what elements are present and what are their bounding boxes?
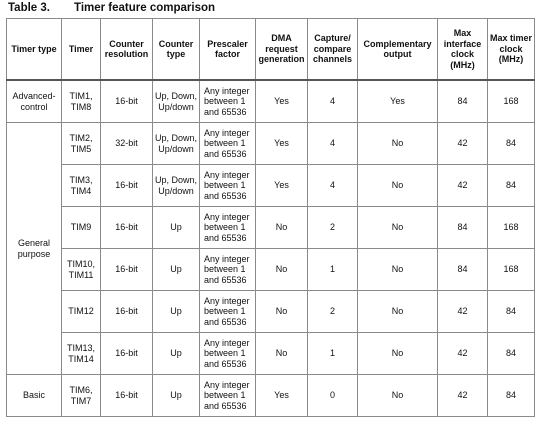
header-counter-type: Counter type	[153, 19, 200, 81]
table-title: Timer feature comparison	[74, 2, 216, 14]
counter-resolution-cell: 16-bit	[101, 249, 153, 291]
complementary-output-cell: No	[358, 207, 438, 249]
timer-cell: TIM13, TIM14	[62, 333, 101, 375]
header-max-interface-clock: Max interface clock (MHz)	[438, 19, 488, 81]
timer-cell: TIM1, TIM8	[62, 80, 101, 123]
prescaler-factor-cell: Any integer between 1 and 65536	[200, 249, 256, 291]
dma-request-cell: Yes	[256, 80, 308, 123]
counter-resolution-cell: 16-bit	[101, 291, 153, 333]
max-timer-clock-cell: 168	[488, 249, 535, 291]
prescaler-factor-cell: Any integer between 1 and 65536	[200, 333, 256, 375]
counter-type-cell: Up	[153, 207, 200, 249]
table-row	[7, 207, 535, 249]
prescaler-factor-cell: Any integer between 1 and 65536	[200, 80, 256, 123]
max-interface-clock-cell: 84	[438, 207, 488, 249]
complementary-output-cell: No	[358, 165, 438, 207]
capture-compare-cell: 4	[308, 123, 358, 165]
timer-comparison-table	[6, 18, 535, 417]
max-interface-clock-cell: 42	[438, 165, 488, 207]
counter-resolution-cell: 16-bit	[101, 207, 153, 249]
table-number: Table 3.	[8, 2, 50, 14]
timer-cell: TIM6, TIM7	[62, 375, 101, 417]
table-caption	[8, 2, 215, 14]
table-row	[7, 249, 535, 291]
capture-compare-cell: 2	[308, 207, 358, 249]
complementary-output-cell: No	[358, 333, 438, 375]
complementary-output-cell: No	[358, 123, 438, 165]
counter-type-cell: Up	[153, 249, 200, 291]
counter-type-cell: Up	[153, 291, 200, 333]
max-timer-clock-cell: 84	[488, 291, 535, 333]
capture-compare-cell: 1	[308, 333, 358, 375]
counter-type-cell: Up, Down, Up/down	[153, 123, 200, 165]
counter-resolution-cell: 16-bit	[101, 375, 153, 417]
header-capture-compare: Capture/ compare channels	[308, 19, 358, 81]
dma-request-cell: Yes	[256, 123, 308, 165]
dma-request-cell: Yes	[256, 165, 308, 207]
prescaler-factor-cell: Any integer between 1 and 65536	[200, 165, 256, 207]
counter-type-cell: Up, Down, Up/down	[153, 80, 200, 123]
max-interface-clock-cell: 42	[438, 375, 488, 417]
header-timer: Timer	[62, 19, 101, 81]
complementary-output-cell: Yes	[358, 80, 438, 123]
timer-cell: TIM3, TIM4	[62, 165, 101, 207]
header-counter-resolution: Counter resolution	[101, 19, 153, 81]
counter-type-cell: Up	[153, 375, 200, 417]
header-dma-request: DMA request generation	[256, 19, 308, 81]
max-interface-clock-cell: 42	[438, 291, 488, 333]
header-max-timer-clock: Max timer clock (MHz)	[488, 19, 535, 81]
timer-cell: TIM10, TIM11	[62, 249, 101, 291]
capture-compare-cell: 2	[308, 291, 358, 333]
timer-type-cell: Basic	[7, 375, 62, 417]
timer-cell: TIM2, TIM5	[62, 123, 101, 165]
header-row	[7, 19, 535, 81]
timer-cell: TIM12	[62, 291, 101, 333]
header-timer-type: Timer type	[7, 19, 62, 81]
counter-resolution-cell: 16-bit	[101, 333, 153, 375]
complementary-output-cell: No	[358, 375, 438, 417]
counter-resolution-cell: 16-bit	[101, 165, 153, 207]
prescaler-factor-cell: Any integer between 1 and 65536	[200, 123, 256, 165]
max-interface-clock-cell: 42	[438, 123, 488, 165]
dma-request-cell: No	[256, 249, 308, 291]
timer-type-cell: General purpose	[7, 123, 62, 375]
complementary-output-cell: No	[358, 291, 438, 333]
max-interface-clock-cell: 84	[438, 80, 488, 123]
max-interface-clock-cell: 84	[438, 249, 488, 291]
capture-compare-cell: 0	[308, 375, 358, 417]
counter-type-cell: Up	[153, 333, 200, 375]
capture-compare-cell: 4	[308, 165, 358, 207]
max-timer-clock-cell: 84	[488, 123, 535, 165]
prescaler-factor-cell: Any integer between 1 and 65536	[200, 291, 256, 333]
prescaler-factor-cell: Any integer between 1 and 65536	[200, 207, 256, 249]
max-timer-clock-cell: 84	[488, 333, 535, 375]
dma-request-cell: No	[256, 333, 308, 375]
table-row	[7, 165, 535, 207]
prescaler-factor-cell: Any integer between 1 and 65536	[200, 375, 256, 417]
header-prescaler-factor: Prescaler factor	[200, 19, 256, 81]
table-body	[7, 80, 535, 417]
timer-type-cell: Advanced-control	[7, 80, 62, 123]
complementary-output-cell: No	[358, 249, 438, 291]
dma-request-cell: No	[256, 291, 308, 333]
max-timer-clock-cell: 84	[488, 375, 535, 417]
dma-request-cell: Yes	[256, 375, 308, 417]
max-timer-clock-cell: 168	[488, 80, 535, 123]
table-row	[7, 333, 535, 375]
dma-request-cell: No	[256, 207, 308, 249]
max-interface-clock-cell: 42	[438, 333, 488, 375]
table-row	[7, 123, 535, 165]
max-timer-clock-cell: 84	[488, 165, 535, 207]
max-timer-clock-cell: 168	[488, 207, 535, 249]
capture-compare-cell: 4	[308, 80, 358, 123]
counter-resolution-cell: 16-bit	[101, 80, 153, 123]
table-row	[7, 80, 535, 123]
header-complementary-output: Complementary output	[358, 19, 438, 81]
counter-resolution-cell: 32-bit	[101, 123, 153, 165]
timer-cell: TIM9	[62, 207, 101, 249]
capture-compare-cell: 1	[308, 249, 358, 291]
table-row	[7, 291, 535, 333]
table-row	[7, 375, 535, 417]
counter-type-cell: Up, Down, Up/down	[153, 165, 200, 207]
